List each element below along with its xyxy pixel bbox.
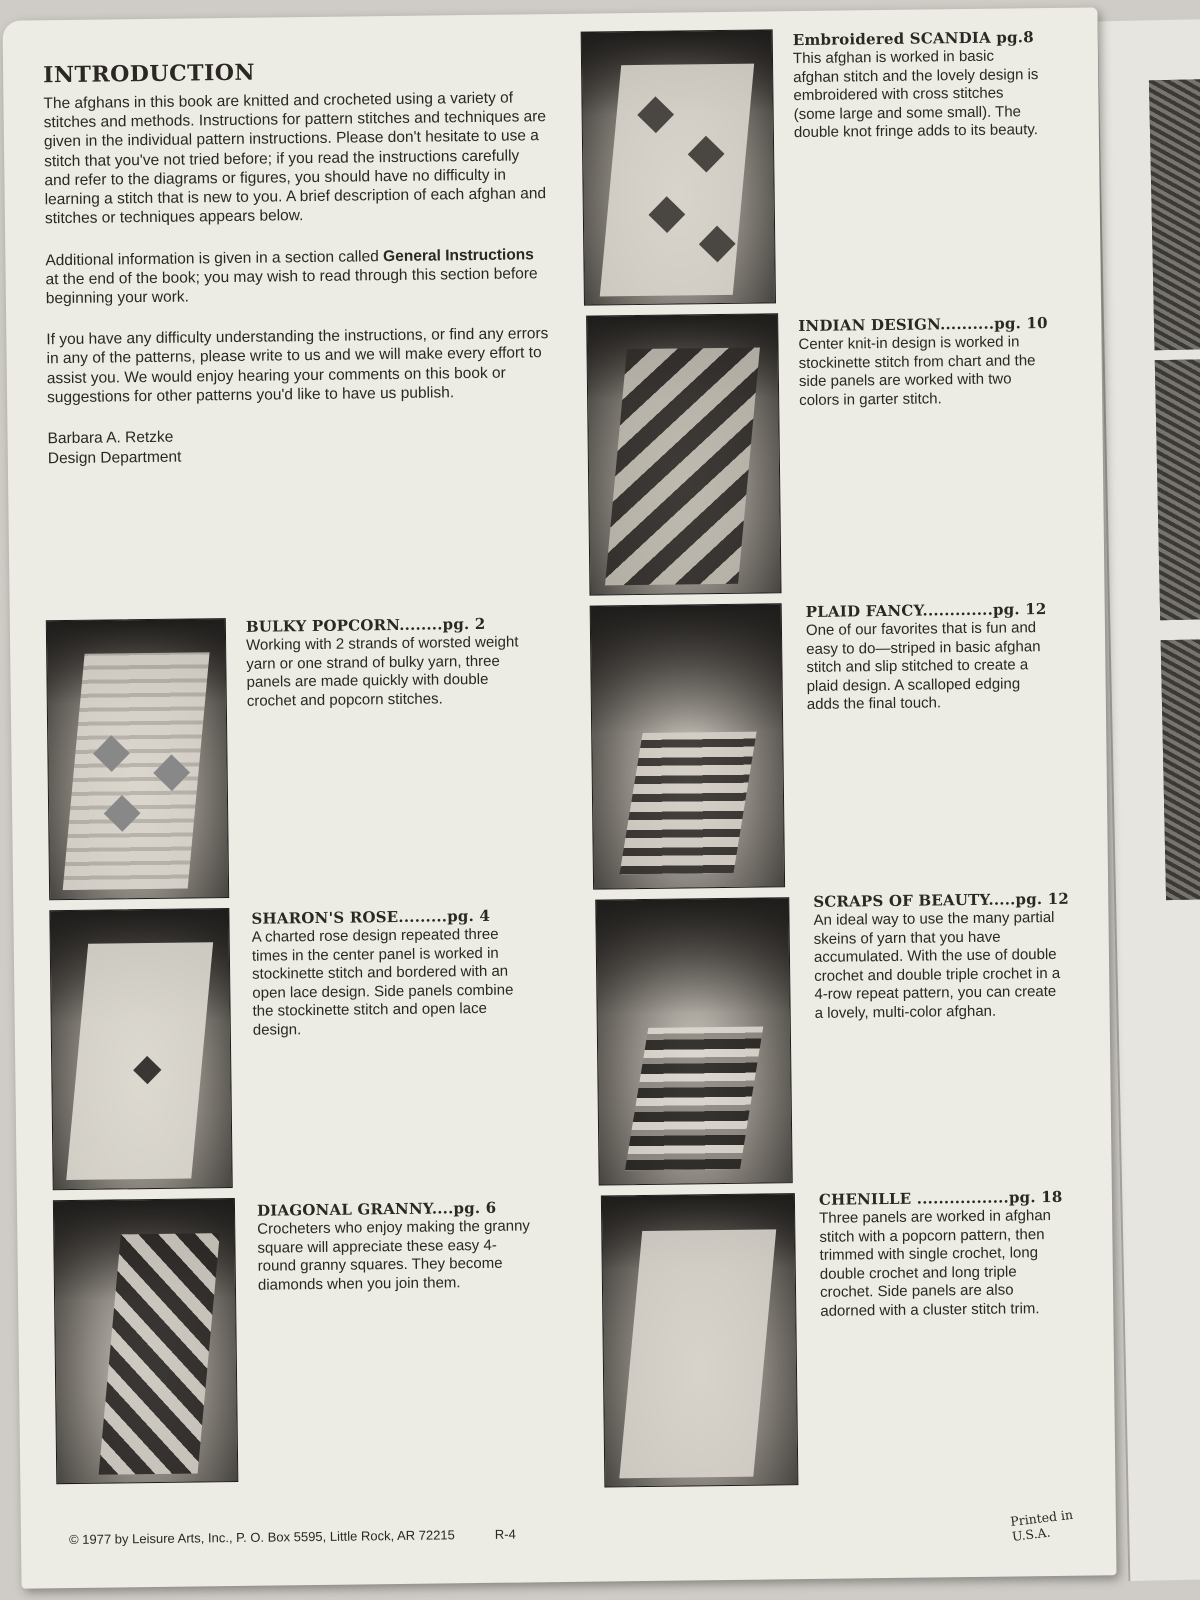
scraps-of-beauty-entry (813, 889, 1070, 1024)
signature-department: Design Department (47, 448, 182, 468)
plaid-fancy-entry (806, 600, 1057, 715)
indian-design-photo (586, 313, 781, 595)
scraps-of-beauty-photo (595, 897, 792, 1185)
printed-in-usa: Printed in U.S.A. (1009, 1506, 1074, 1544)
diagonal-granny-description: Crocheters who enjoy making the granny square will appreciate these easy 4-round granny squares. They become diamonds when you join them. (257, 1217, 530, 1294)
diagonal-granny-heading: DIAGONAL GRANNY....pg. 6 (256, 1198, 497, 1220)
booklet-page (2, 7, 1116, 1588)
plaid-fancy-heading: PLAID FANCY.............pg. 12 (805, 600, 1047, 621)
intro-p2-text: Additional information is given in a section called (45, 247, 384, 269)
bulky-popcorn-photo (46, 618, 229, 900)
scraps-of-beauty-heading: SCRAPS OF BEAUTY.....pg. 12 (813, 889, 1070, 911)
intro-paragraph-1: The afghans in this book are knitted and crocheted using a variety of stitches and methods. Instructions for pattern stitches and techniques are given in the individual pattern instructions. Please don't hesitate to use a stitch that you've not tried before; if you read the instructions carefully and refer to the diagrams or figures, you should have no difficulty in learning a stitch that is new to you. A brief description of each afghan and stitches or techniques appears below. (43, 89, 547, 228)
signature (47, 423, 552, 469)
copyright-text: © 1977 by Leisure Arts, Inc., P. O. Box 5595, Little Rock, AR 72215 (68, 1527, 455, 1548)
bulky-popcorn-heading: BULKY POPCORN........pg. 2 (245, 614, 486, 636)
intro-p2-bold: General Instructions (383, 245, 534, 265)
next-page-photo (1149, 79, 1200, 350)
diagonal-granny-entry (257, 1198, 533, 1295)
intro-paragraph-2 (45, 245, 551, 309)
indian-design-heading: INDIAN DESIGN..........pg. 10 (798, 314, 1048, 336)
intro-paragraph-3: If you have any difficulty understanding the instructions, or find any errors in any of the patterns, please write to us and we will make every effort to assist you. We would enjoy hearing your comments on this book or suggestions for other patterns you'd like to have us publish. (46, 325, 549, 407)
bulky-popcorn-entry (246, 614, 522, 711)
scandia-heading: Embroidered SCANDIA pg.8 (792, 28, 1034, 50)
scandia-description: This afghan is worked in basic afghan stitch and the lovely design is embroidered with cross stitches (some large and some small). The double knot fringe adds to its beauty. (792, 47, 1039, 142)
introduction-section (43, 56, 553, 469)
sharons-rose-photo (49, 908, 232, 1190)
plaid-fancy-photo (590, 603, 785, 889)
scraps-of-beauty-description: An ideal way to use the many partial skeins of yarn that you have accumulated. With the use of double crochet and double triple crochet in a 4-row repeat pattern, you can create a lovely, multi-color afghan. (813, 908, 1061, 1022)
chenille-description: Three panels are worked in afghan stitch with a popcorn pattern, then trimmed with single crochet, long double crochet and long triple crochet. Side panels are also adorned with a cluster stitch trim. (819, 1207, 1052, 1320)
scandia-photo (581, 29, 776, 305)
chenille-photo (601, 1193, 799, 1487)
next-page-photo (1161, 639, 1200, 900)
signature-name: Barbara A. Retzke (47, 428, 174, 448)
diagonal-granny-photo (53, 1198, 238, 1484)
plaid-fancy-description: One of our favorites that is fun and easy to do—striped in basic afghan stitch and slip stitched to create a plaid design. A scalloped edging adds the final touch. (805, 619, 1041, 714)
catalog-code: R-4 (494, 1526, 516, 1542)
indian-design-description: Center knit-in design is worked in stockinette stitch from chart and the side panels are worked with two colors in garter stitch. (798, 333, 1036, 409)
intro-p2-text-end: at the end of the book; you may wish to read through this section before beginning your work. (45, 264, 538, 308)
chenille-heading: CHENILLE .................pg. 18 (818, 1187, 1063, 1209)
footer (69, 1527, 516, 1547)
scandia-entry (793, 28, 1044, 143)
next-page-photo (1155, 359, 1200, 620)
sharons-rose-heading: SHARON'S ROSE.........pg. 4 (251, 906, 491, 928)
introduction-title: INTRODUCTION (42, 59, 256, 89)
chenille-entry (819, 1188, 1071, 1322)
sharons-rose-entry (251, 906, 533, 1040)
bulky-popcorn-description: Working with 2 strands of worsted weight yarn or one strand of bulky yarn, three panels are made quickly with double crochet and popcorn stitches. (246, 633, 519, 710)
sharons-rose-description: A charted rose design repeated three times in the center panel is worked in stockinette stitch and bordered with an open lace design. Side panels combine the stockinette stitch and open lace design. (251, 925, 514, 1039)
indian-design-entry (798, 314, 1049, 410)
